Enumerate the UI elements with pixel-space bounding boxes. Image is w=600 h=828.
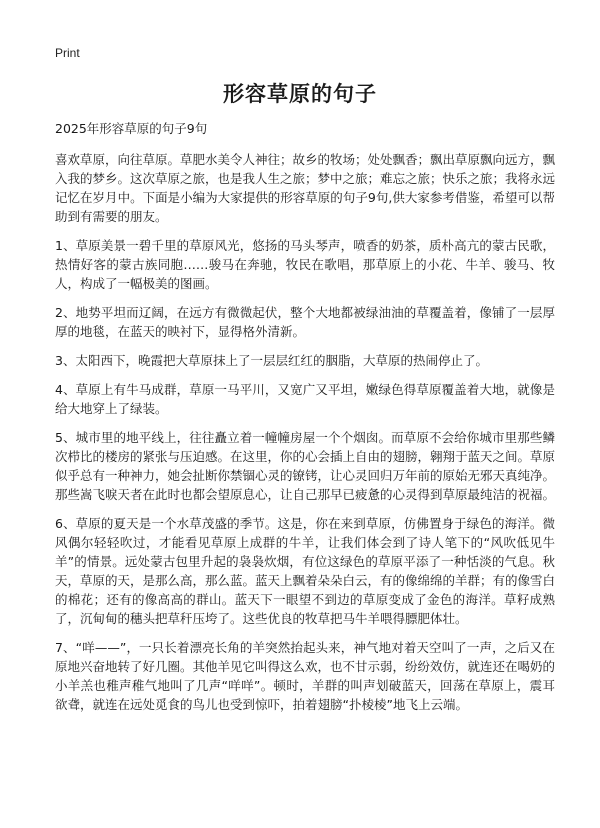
- page-title: 形容草原的句子: [223, 82, 377, 106]
- paragraph-4: 4、草原上有牛马成群，草原一马平川，又宽广又平坦，嫩绿色得草原覆盖着大地，就像是给大地穿上了绿装。: [55, 382, 555, 416]
- paragraph-intro: 喜欢草原，向往草原。草肥水美令人神往；故乡的牧场；处处飘香；飘出草原飘向远方，飘入我的梦乡。这次草原之旅，也是我人生之旅；梦中之旅；难忘之旅；快乐之旅；我将永远记忆在岁月中。下面是小编为大家提供的形容草原的句子9句,供大家参考借鉴，希望可以帮助到有需要的朋友。: [55, 152, 556, 224]
- paragraph-7: 7、“咩——”，一只长着漂亮长角的羊突然抬起头来，神气地对着天空叫了一声，之后又在原地兴奋地转了好几圈。其他羊见它叫得这么欢，也不甘示弱，纷纷效仿，就连还在喝奶的小羊羔也稚声稚气地叫了几声“咩咩”。顿时，羊群的叫声划破蓝天，回荡在草原上，震耳欲聋，就连在远处觅食的鸟儿也受到惊吓，拍着翅膀“扑棱棱”地飞上云端。: [55, 640, 556, 712]
- paragraph-5: 5、城市里的地平线上，往往矗立着一幢幢房屋一个个烟囱。而草原不会给你城市里那些鳞次栉比的楼房的紧张与压迫感。在这里，你的心会插上自由的翅膀，翱翔于蓝天之间。草原似乎总有一种神力，她会扯断你禁锢心灵的镣铐，让心灵回归万年前的原始无邪天真纯净。那些嵩飞唳天者在此时也都会望原息心，让自己那早已疲惫的心灵得到草原最纯洁的祝福。: [55, 430, 556, 502]
- paragraph-1: 1、草原美景一碧千里的草原风光，悠扬的马头琴声，喷香的奶茶，质朴高亢的蒙古民歌，热情好客的蒙古族同胞……骏马在奔驰，牧民在歌唱，那草原上的小花、牛羊、骏马、牧人，构成了一幅极美的图画。: [55, 238, 555, 291]
- print-link[interactable]: Print: [55, 46, 80, 60]
- paragraph-3: 3、太阳西下，晚霞把大草原抹上了一层层红红的胭脂，大草原的热闹停止了。: [55, 353, 488, 368]
- paragraph-2: 2、地势平坦而辽阔，在远方有微微起伏，整个大地都被绿油油的草覆盖着，像铺了一层厚厚的地毯，在蓝天的映衬下，显得格外清新。: [55, 305, 555, 339]
- article-subtitle: 2025年形容草原的句子9句: [55, 121, 208, 136]
- article-body: [55, 120, 555, 724]
- paragraph-6: 6、草原的夏天是一个水草茂盛的季节。这是，你在来到草原，仿佛置身于绿色的海洋。微风偶尔轻轻吹过，才能看见草原上成群的牛羊，让我们体会到了诗人笔下的“风吹低见牛羊”的情景。远处蒙古包里升起的袅袅炊烟，有位这绿色的草原平添了一种恬淡的气息。秋天，草原的天，是那么高，那么蓝。蓝天上飘着朵朵白云，有的像绵绵的羊群；有的像雪白的棉花；还有的像高高的群山。蓝天下一眼望不到边的草原变成了金色的海洋。草籽成熟了，沉甸甸的穗头把草秆压垮了。这些优良的牧草把马牛羊喂得膘肥体壮。: [55, 516, 556, 626]
